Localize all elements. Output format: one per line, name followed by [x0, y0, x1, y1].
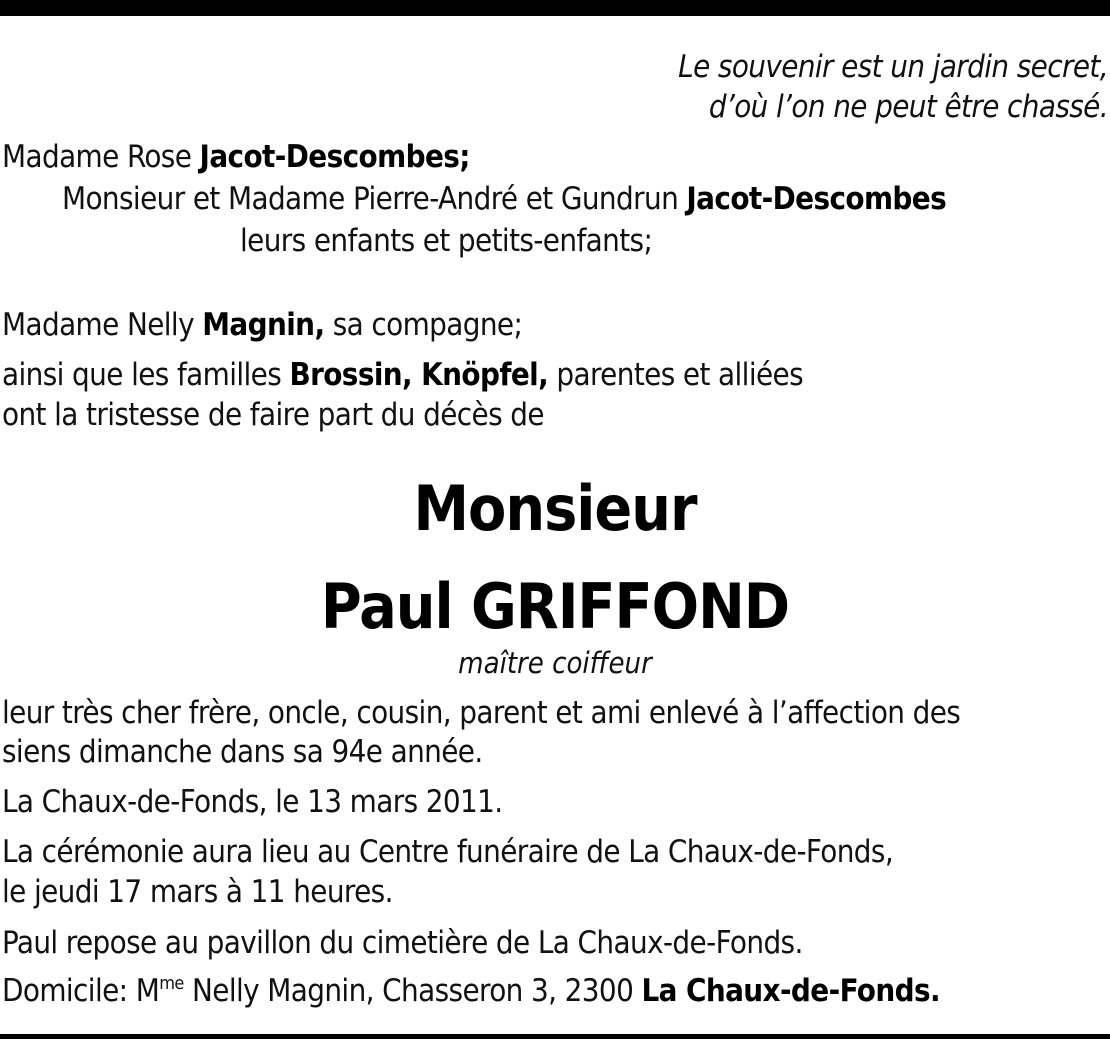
body-line-2: siens dimanche dans sa 94e année.	[2, 734, 483, 770]
body-line-1: leur très cher frère, oncle, cousin, parent et ami enlevé à l’affection des	[2, 695, 961, 731]
place-date: La Chaux-de-Fonds, le 13 mars 2011.	[2, 784, 503, 820]
family-nelly	[2, 306, 522, 344]
ceremony-line-1: La cérémonie aura lieu au Centre funéraire de La Chaux-de-Fonds,	[2, 834, 894, 870]
deceased-title: Monsieur	[413, 472, 697, 545]
families-suffix: parentes et alliées	[548, 357, 804, 393]
rose-prefix: Madame Rose	[2, 139, 200, 175]
top-rule	[0, 0, 1110, 16]
deceased-profession: maître coiffeur	[458, 646, 652, 680]
domicile-city: La Chaux-de-Fonds.	[641, 973, 940, 1009]
rose-surname: Jacot-Descombes;	[199, 139, 470, 175]
domicile	[2, 972, 940, 1010]
deceased-name: Paul GRIFFOND	[320, 570, 790, 643]
nelly-prefix: Madame Nelly	[2, 307, 203, 343]
domicile-address: Nelly Magnin, Chasseron 3, 2300	[183, 973, 642, 1009]
nelly-suffix: sa compagne;	[324, 307, 523, 343]
epigraph-line-1: Le souvenir est un jardin secret,	[678, 49, 1108, 85]
families-names: Brossin, Knöpfel,	[289, 357, 549, 393]
ceremony-line-2: le jeudi 17 mars à 11 heures.	[2, 874, 393, 910]
epigraph-line-2: d’où l’on ne peut être chassé.	[708, 89, 1108, 125]
family-couple	[62, 180, 946, 218]
domicile-prefix: Domicile: M	[2, 973, 160, 1009]
announcement: ont la tristesse de faire part du décès de	[2, 397, 544, 433]
domicile-superscript: me	[159, 973, 184, 994]
couple-surname: Jacot-Descombes	[686, 181, 947, 217]
family-children: leurs enfants et petits-enfants;	[240, 223, 653, 259]
nelly-surname: Magnin,	[202, 307, 325, 343]
rest-place: Paul repose au pavillon du cimetière de La Chaux-de-Fonds.	[2, 925, 803, 961]
family-others	[2, 356, 803, 394]
families-prefix: ainsi que les familles	[2, 357, 290, 393]
family-rose	[2, 138, 470, 176]
couple-prefix: Monsieur et Madame Pierre-André et Gundrun	[62, 181, 687, 217]
bottom-rule	[0, 1034, 1110, 1039]
